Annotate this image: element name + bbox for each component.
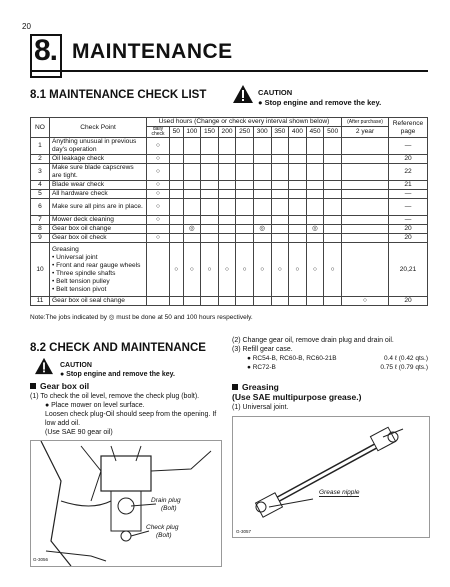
interval-cell [218, 164, 236, 181]
header-hour: 450 [306, 127, 324, 138]
interval-cell [306, 155, 324, 164]
table-note: Note:The jobs indicated by ◎ must be done at 50 and 100 hours respectively. [30, 314, 253, 321]
interval-cell [201, 234, 219, 243]
interval-cell [218, 155, 236, 164]
check-point-cell: Greasing • Universal joint • Front and rear gauge wheels • Three spindle shafts • Belt tension pulley • Belt tension pivot [50, 243, 147, 297]
interval-cell [271, 190, 289, 199]
drain-plug-label [151, 497, 181, 513]
header-after-purchase: (After purchase) [342, 118, 389, 127]
check-plug-label [146, 524, 179, 540]
table-row [31, 216, 428, 225]
reference-page-cell: — [389, 216, 428, 225]
two-year-cell [342, 190, 389, 199]
gear-box-oil-title: Gear box oil [40, 381, 90, 391]
check-point-cell: Make sure all pins are in place. [50, 199, 147, 216]
two-year-cell: ○ [342, 297, 389, 306]
check-point-cell: Gear box oil check [50, 234, 147, 243]
interval-cell [170, 164, 184, 181]
row-number: 2 [31, 155, 50, 164]
interval-cell: ○ [271, 243, 289, 297]
interval-cell [170, 138, 184, 155]
interval-cell [306, 297, 324, 306]
table-row [31, 243, 428, 297]
interval-cell: ◎ [253, 225, 271, 234]
row-number: 10 [31, 243, 50, 297]
daily-check-cell: ○ [147, 155, 170, 164]
two-year-cell [342, 234, 389, 243]
interval-cell [306, 190, 324, 199]
square-bullet-icon [232, 384, 238, 390]
row-number: 9 [31, 234, 50, 243]
interval-cell [236, 164, 254, 181]
daily-check-cell: ○ [147, 138, 170, 155]
interval-cell [271, 155, 289, 164]
reference-page-cell: 22 [389, 164, 428, 181]
check-point-cell: Anything unusual in previous day's operation [50, 138, 147, 155]
daily-check-cell: ○ [147, 199, 170, 216]
header-hour: 200 [218, 127, 236, 138]
interval-cell [253, 138, 271, 155]
interval-cell [170, 190, 184, 199]
header-2-year: 2 year [342, 127, 389, 138]
interval-cell [218, 216, 236, 225]
row-number: 6 [31, 199, 50, 216]
interval-cell [201, 155, 219, 164]
interval-cell [201, 164, 219, 181]
header-hour: 300 [253, 127, 271, 138]
refill-list [232, 354, 428, 372]
row-number: 5 [31, 190, 50, 199]
interval-cell [236, 199, 254, 216]
interval-cell [271, 199, 289, 216]
interval-cell [289, 164, 307, 181]
header-hour: 100 [183, 127, 201, 138]
loosen-text: Loosen check plug-Oil should seep from the opening. If low add oil. [45, 411, 217, 427]
chapter-rule [30, 70, 428, 72]
interval-cell [183, 155, 201, 164]
interval-cell [289, 199, 307, 216]
header-check-point: Check Point [50, 118, 147, 138]
interval-cell [183, 138, 201, 155]
interval-cell [253, 164, 271, 181]
caution-block-2 [60, 361, 175, 379]
section-8-2-title: 8.2 CHECK AND MAINTENANCE [30, 342, 206, 354]
greasing-subtitle: (Use SAE multipurpose grease.) [232, 392, 362, 402]
interval-cell [170, 216, 184, 225]
interval-cell [201, 138, 219, 155]
interval-cell [324, 138, 342, 155]
table-row [31, 155, 428, 164]
interval-cell [170, 199, 184, 216]
drain-plug-bolt-text: (Bolt) [161, 505, 177, 512]
maintenance-check-table [30, 117, 428, 306]
interval-cell: ○ [201, 243, 219, 297]
check-plug-text: Check plug [146, 524, 179, 531]
interval-cell [170, 181, 184, 190]
row-number: 4 [31, 181, 50, 190]
gear-box-illustration [31, 441, 221, 566]
table-row [31, 164, 428, 181]
interval-cell [324, 190, 342, 199]
interval-cell: ○ [289, 243, 307, 297]
daily-check-cell [147, 225, 170, 234]
interval-cell [306, 234, 324, 243]
gear-box-figure [30, 440, 222, 567]
square-bullet-icon [30, 383, 36, 389]
row-number: 8 [31, 225, 50, 234]
interval-cell [170, 225, 184, 234]
check-point-cell: Mower deck cleaning [50, 216, 147, 225]
interval-cell [324, 234, 342, 243]
interval-cell [289, 138, 307, 155]
warning-triangle-icon [232, 84, 254, 109]
interval-cell [324, 164, 342, 181]
header-no: NO [31, 118, 50, 138]
table-row [31, 199, 428, 216]
header-hour: 350 [271, 127, 289, 138]
two-year-cell [342, 225, 389, 234]
check-plug-bolt-text: (Bolt) [156, 532, 172, 539]
header-hour: 250 [236, 127, 254, 138]
reference-page-cell: 20 [389, 225, 428, 234]
interval-cell [183, 190, 201, 199]
interval-cell [236, 225, 254, 234]
header-daily: daily check [147, 127, 170, 138]
daily-check-cell [147, 297, 170, 306]
interval-cell [236, 181, 254, 190]
interval-cell [218, 199, 236, 216]
interval-cell [289, 216, 307, 225]
reference-page-cell: 20 [389, 234, 428, 243]
interval-cell [236, 190, 254, 199]
interval-cell [324, 225, 342, 234]
interval-cell [170, 234, 184, 243]
section-8-1-title: 8.1 MAINTENANCE CHECK LIST [30, 89, 207, 101]
interval-cell [183, 199, 201, 216]
chapter-number: 8. [34, 34, 58, 67]
interval-cell [289, 190, 307, 199]
step-1: (1) To check the oil level, remove the check plug (bolt). [30, 393, 200, 400]
level-surface-bullet: ● Place mower on level surface. [45, 402, 145, 409]
interval-cell: ◎ [306, 225, 324, 234]
interval-cell: ○ [183, 243, 201, 297]
two-year-cell [342, 181, 389, 190]
interval-cell [201, 297, 219, 306]
interval-cell: ○ [236, 243, 254, 297]
interval-cell [306, 138, 324, 155]
interval-cell [183, 181, 201, 190]
interval-cell [324, 181, 342, 190]
interval-cell [253, 199, 271, 216]
interval-cell [170, 297, 184, 306]
interval-cell [289, 181, 307, 190]
two-year-cell [342, 164, 389, 181]
row-number: 7 [31, 216, 50, 225]
interval-cell [271, 225, 289, 234]
interval-cell [271, 138, 289, 155]
interval-cell [289, 297, 307, 306]
interval-cell [253, 190, 271, 199]
step-2: (2) Change gear oil, remove drain plug and drain oil. [232, 337, 394, 344]
universal-joint-step: (1) Universal joint. [232, 404, 289, 411]
interval-cell [236, 155, 254, 164]
reference-page-cell: 20 [389, 297, 428, 306]
interval-cell: ○ [218, 243, 236, 297]
refill-quantity: 0.4 ℓ (0.42 qts.) [383, 355, 428, 362]
interval-cell [289, 155, 307, 164]
interval-cell [289, 234, 307, 243]
chapter-title: MAINTENANCE [72, 40, 233, 63]
check-point-cell: Gear box oil seal change [50, 297, 147, 306]
table-row [31, 225, 428, 234]
interval-cell [306, 164, 324, 181]
two-year-cell [342, 199, 389, 216]
caution-text: ● Stop engine and remove the key. [258, 98, 382, 107]
interval-cell: ○ [324, 243, 342, 297]
table-row [31, 181, 428, 190]
reference-page-cell: — [389, 199, 428, 216]
row-number: 3 [31, 164, 50, 181]
reference-page-cell: 20,21 [389, 243, 428, 297]
interval-cell [183, 216, 201, 225]
caution-heading: CAUTION [258, 88, 293, 97]
interval-cell [324, 199, 342, 216]
table-row [31, 190, 428, 199]
table-row [31, 297, 428, 306]
greasing-title: Greasing [242, 382, 279, 392]
reference-page-cell: 21 [389, 181, 428, 190]
figure-id-2: G-3057 [236, 529, 252, 534]
interval-cell [271, 297, 289, 306]
drain-plug-text: Drain plug [151, 497, 181, 504]
interval-cell: ○ [170, 243, 184, 297]
interval-cell [271, 164, 289, 181]
interval-cell [253, 155, 271, 164]
caution2-heading: CAUTION [60, 362, 92, 369]
interval-cell [218, 190, 236, 199]
daily-check-cell: ○ [147, 216, 170, 225]
interval-cell [183, 234, 201, 243]
interval-cell [218, 138, 236, 155]
interval-cell [218, 225, 236, 234]
page-number: 20 [22, 22, 31, 31]
row-number: 11 [31, 297, 50, 306]
check-point-cell: Oil leakage check [50, 155, 147, 164]
check-point-cell: Gear box oil change [50, 225, 147, 234]
header-used-hours: Used hours (Change or check every interval shown below) [147, 118, 342, 127]
interval-cell [218, 181, 236, 190]
caution2-text: ● Stop engine and remove the key. [60, 371, 175, 378]
check-point-cell: Blade wear check [50, 181, 147, 190]
oil-type-text: (Use SAE 90 gear oil) [45, 429, 113, 436]
warning-triangle-icon [34, 357, 54, 380]
table-row [31, 138, 428, 155]
interval-cell [236, 297, 254, 306]
header-hour: 400 [289, 127, 307, 138]
gear-box-oil-steps [30, 392, 220, 437]
interval-cell [253, 216, 271, 225]
interval-cell [306, 181, 324, 190]
interval-cell [236, 216, 254, 225]
header-hour: 500 [324, 127, 342, 138]
refill-model: ● RC72-B [247, 364, 276, 371]
two-year-cell [342, 155, 389, 164]
interval-cell [324, 216, 342, 225]
interval-cell [306, 216, 324, 225]
check-point-cell: All hardware check [50, 190, 147, 199]
interval-cell [183, 297, 201, 306]
reference-page-cell: — [389, 138, 428, 155]
greasing-heading [232, 382, 361, 402]
gear-box-oil-heading [30, 381, 89, 391]
daily-check-cell: ○ [147, 164, 170, 181]
daily-check-cell: ○ [147, 190, 170, 199]
gear-oil-change-steps [232, 336, 428, 372]
refill-item [232, 363, 428, 372]
grease-nipple-label: Grease nipple [319, 489, 360, 496]
interval-cell [289, 225, 307, 234]
interval-cell [253, 297, 271, 306]
table-body [31, 138, 428, 306]
refill-quantity: 0.75 ℓ (0.79 qts.) [380, 364, 428, 371]
interval-cell [218, 234, 236, 243]
interval-cell [183, 164, 201, 181]
step-3: (3) Refill gear case. [232, 346, 293, 353]
daily-check-cell: ○ [147, 234, 170, 243]
header-hour: 150 [201, 127, 219, 138]
header-hour: 50 [170, 127, 184, 138]
two-year-cell [342, 138, 389, 155]
reference-page-cell: — [389, 190, 428, 199]
universal-joint-figure [232, 416, 430, 538]
interval-cell: ○ [306, 243, 324, 297]
interval-cell [324, 155, 342, 164]
refill-item [232, 354, 428, 363]
daily-check-cell [147, 243, 170, 297]
two-year-cell [342, 216, 389, 225]
figure-id: G-3056 [33, 557, 49, 562]
interval-cell [201, 181, 219, 190]
refill-model: ● RC54-B, RC60-B, RC60-21B [247, 355, 337, 362]
universal-joint-illustration [233, 417, 429, 537]
two-year-cell [342, 243, 389, 297]
interval-cell [201, 199, 219, 216]
interval-cell [236, 234, 254, 243]
interval-cell [271, 234, 289, 243]
interval-cell [253, 181, 271, 190]
interval-cell [236, 138, 254, 155]
daily-check-cell: ○ [147, 181, 170, 190]
table-row [31, 234, 428, 243]
interval-cell [201, 190, 219, 199]
header-reference-page: Reference page [389, 118, 428, 138]
interval-cell [306, 199, 324, 216]
interval-cell: ◎ [183, 225, 201, 234]
interval-cell [201, 216, 219, 225]
check-point-cell: Make sure blade capscrews are tight. [50, 164, 147, 181]
interval-cell [218, 297, 236, 306]
interval-cell [170, 155, 184, 164]
row-number: 1 [31, 138, 50, 155]
caution-block [258, 88, 381, 108]
interval-cell [271, 181, 289, 190]
interval-cell [271, 216, 289, 225]
reference-page-cell: 20 [389, 155, 428, 164]
interval-cell: ○ [253, 243, 271, 297]
interval-cell [253, 234, 271, 243]
interval-cell [201, 225, 219, 234]
interval-cell [324, 297, 342, 306]
